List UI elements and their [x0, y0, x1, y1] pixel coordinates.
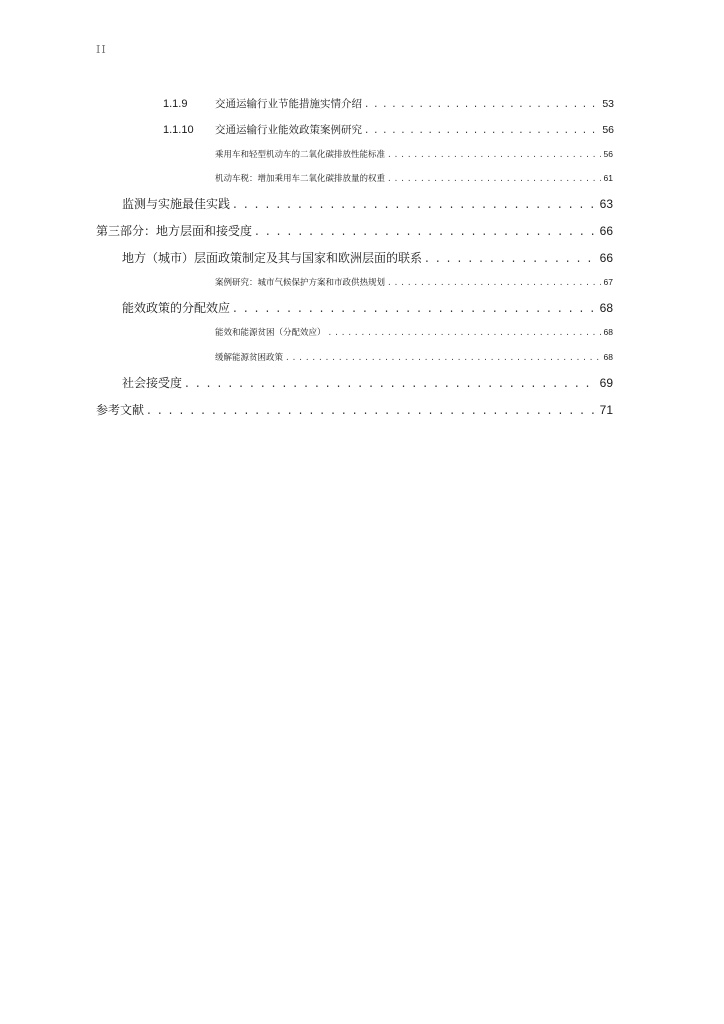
toc-entry-1-1-10[interactable]: [163, 122, 614, 137]
toc-entry-page: 68: [603, 327, 613, 337]
toc-entry-title: 缓解能源贫困政策: [215, 353, 284, 363]
toc-entry-page: 69: [599, 376, 613, 390]
toc-entry-page: 68: [603, 352, 613, 362]
toc-entry-vehicle-tax[interactable]: [215, 172, 613, 184]
toc-entry-title: 第三部分：地方层面和接受度: [96, 224, 253, 238]
toc-entry-number: 1.1.9: [163, 98, 188, 110]
dot-leader: [233, 301, 597, 315]
toc-entry-page: 56: [602, 124, 614, 136]
toc-entry-title: 能效政策的分配效应: [122, 301, 231, 315]
toc-entry-case-study[interactable]: [215, 276, 613, 288]
toc-entry-title: 交通运输行业节能措施实情介绍: [215, 98, 362, 110]
toc-entry-page: 56: [603, 149, 613, 159]
dot-leader: [388, 278, 601, 288]
toc-entry-title: 交通运输行业能效政策案例研究: [215, 124, 362, 136]
dot-leader: [329, 328, 601, 338]
toc-entry-title: 能效和能源贫困（分配效应）: [215, 328, 326, 338]
dot-leader: [185, 376, 597, 390]
toc-entry-energy-poverty[interactable]: [215, 326, 613, 338]
toc-entry-page: 63: [599, 197, 613, 211]
toc-entry-title: 乘用车和轻型机动车的二氧化碳排放性能标准: [215, 150, 386, 160]
toc-entry-monitoring[interactable]: [122, 195, 613, 212]
toc-entry-page: 71: [599, 403, 613, 417]
toc-entry-page: 61: [603, 173, 613, 183]
toc-entry-page: 66: [599, 224, 613, 238]
toc-entry-local-policy[interactable]: [122, 249, 613, 266]
dot-leader: [365, 124, 599, 136]
toc-entry-page: 68: [599, 301, 613, 315]
dot-leader: [286, 353, 601, 363]
toc-entry-part-three[interactable]: [96, 222, 613, 239]
dot-leader: [233, 197, 597, 211]
toc-entry-poverty-mitigation[interactable]: [215, 351, 613, 363]
toc-entry-title: 社会接受度: [122, 376, 183, 390]
dot-leader: [255, 224, 597, 238]
toc-entry-1-1-9[interactable]: [163, 96, 614, 111]
toc-entry-title: 案例研究：城市气候保护方案和市政供热规划: [215, 278, 386, 288]
toc-entry-co2-standards[interactable]: [215, 148, 613, 160]
toc-entry-title: 机动车税：增加乘用车二氧化碳排放量的权重: [215, 174, 386, 184]
dot-leader: [388, 150, 601, 160]
toc-entry-references[interactable]: [96, 401, 613, 418]
toc-entry-title: 监测与实施最佳实践: [122, 197, 231, 211]
toc-entry-title: 地方（城市）层面政策制定及其与国家和欧洲层面的联系: [122, 251, 423, 265]
toc-entry-social-acceptance[interactable]: [122, 374, 613, 391]
toc-entry-page: 66: [599, 251, 613, 265]
dot-leader: [147, 403, 597, 417]
toc-entry-page: 67: [603, 277, 613, 287]
page-number: II: [96, 43, 107, 56]
toc-entry-page: 53: [602, 98, 614, 110]
dot-leader: [365, 98, 599, 110]
dot-leader: [388, 174, 601, 184]
toc-entry-distribution-effects[interactable]: [122, 299, 613, 316]
toc-entry-title: 参考文献: [96, 403, 145, 417]
dot-leader: [425, 251, 597, 265]
toc-entry-number: 1.1.10: [163, 124, 194, 136]
